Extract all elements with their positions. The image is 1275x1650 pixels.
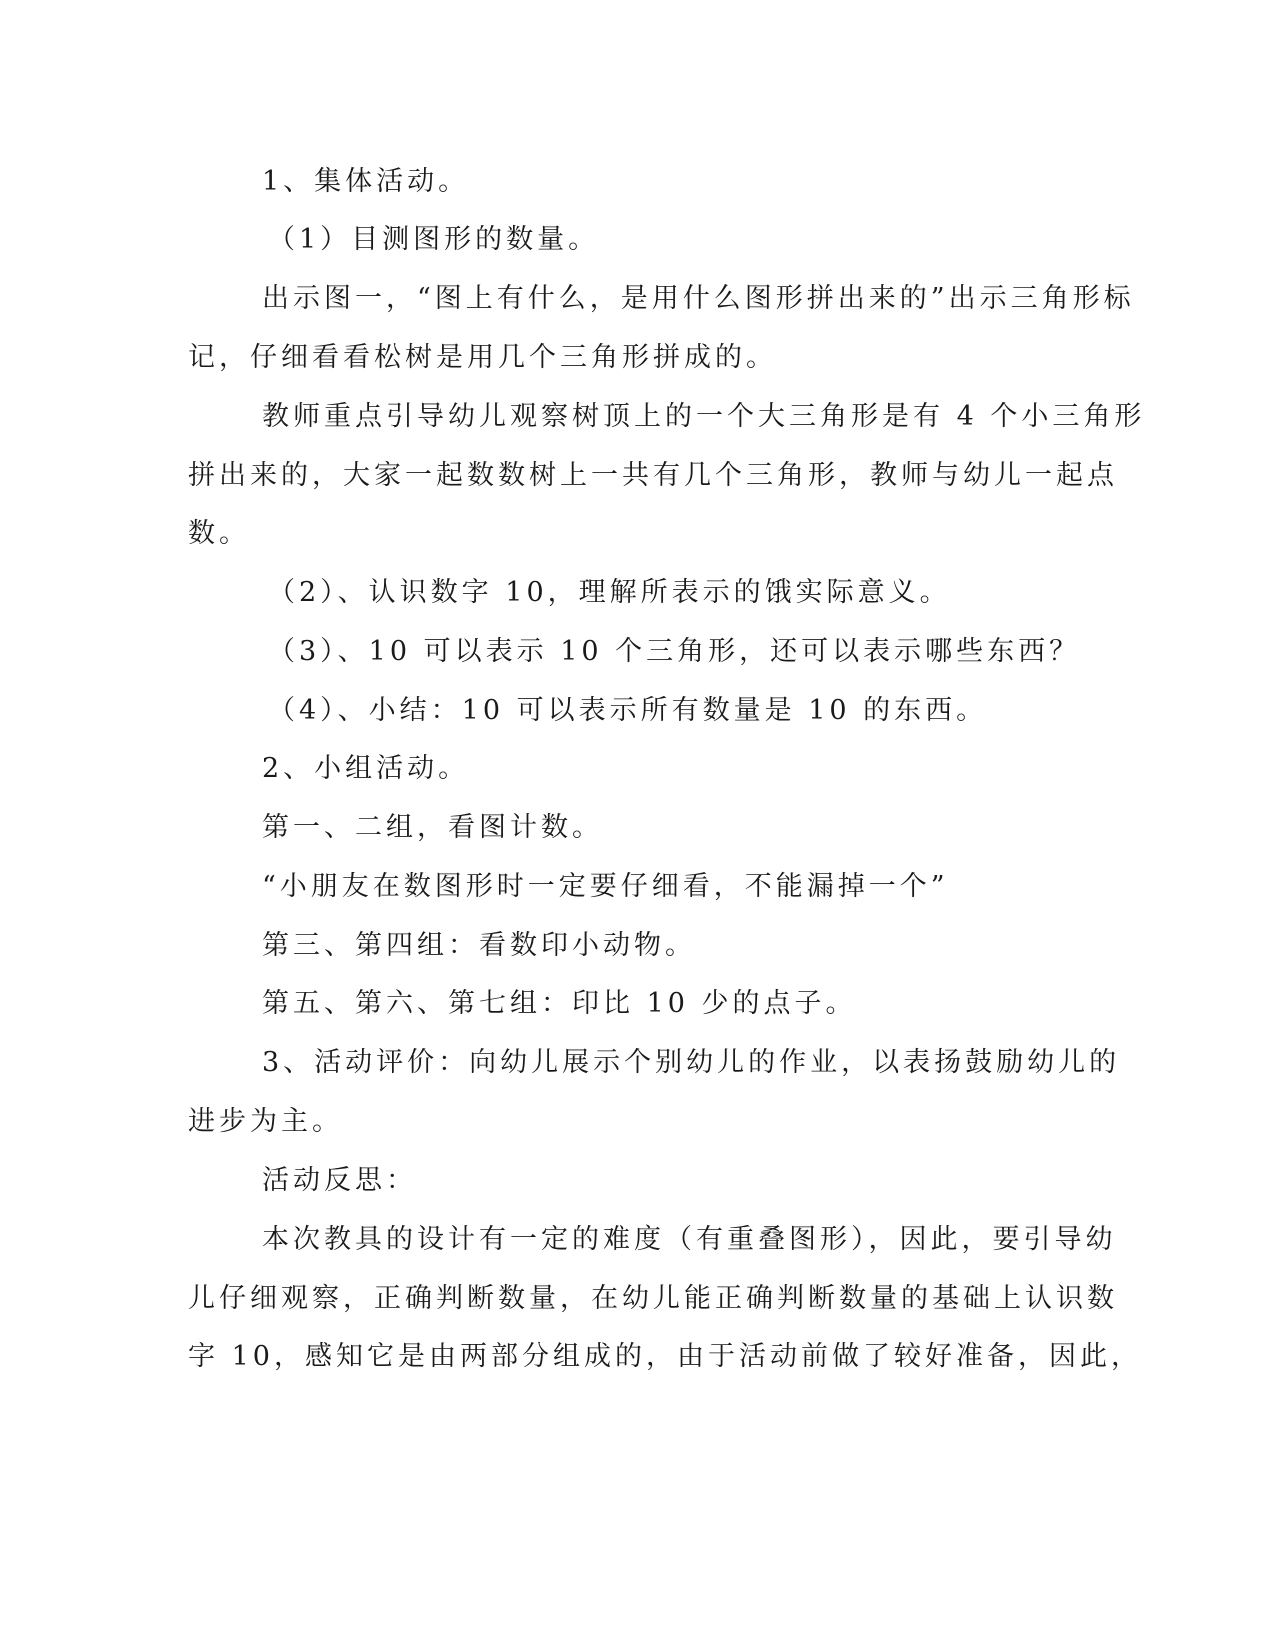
paragraph-line: 记，仔细看看松树是用几个三角形拼成的。	[188, 342, 777, 373]
paragraph-line: 第五、第六、第七组：印比 10 少的点子。	[262, 988, 857, 1019]
section-heading-reflection: 活动反思：	[262, 1165, 417, 1196]
list-item: （2）、认识数字 10，理解所表示的饿实际意义。	[268, 577, 951, 608]
section-heading-collective-activity: 1、集体活动。	[262, 166, 470, 197]
paragraph-line: 字 10，感知它是由两部分组成的，由于活动前做了较好准备，因此，	[188, 1341, 1142, 1372]
paragraph-line: 进步为主。	[188, 1106, 343, 1137]
paragraph-line: “小朋友在数图形时一定要仔细看，不能漏掉一个”	[262, 871, 949, 902]
paragraph-line: 教师重点引导幼儿观察树顶上的一个大三角形是有 4 个小三角形	[262, 401, 1146, 432]
subheading-estimate-shapes: （1）目测图形的数量。	[268, 224, 600, 255]
section-heading-group-activity: 2、小组活动。	[262, 753, 470, 784]
paragraph-line: 第三、第四组：看数印小动物。	[262, 930, 696, 961]
paragraph-line: 出示图一，“图上有什么，是用什么图形拼出来的”出示三角形标	[262, 283, 1135, 314]
paragraph-line: 第一、二组，看图计数。	[262, 812, 603, 843]
paragraph-line: 本次教具的设计有一定的难度（有重叠图形），因此，要引导幼	[262, 1224, 1117, 1255]
section-heading-evaluation: 3、活动评价：向幼儿展示个别幼儿的作业，以表扬鼓励幼儿的	[262, 1047, 1121, 1078]
paragraph-line: 数。	[188, 518, 250, 549]
paragraph-line: 儿仔细观察，正确判断数量，在幼儿能正确判断数量的基础上认识数	[188, 1283, 1118, 1314]
paragraph-line: 拼出来的，大家一起数数树上一共有几个三角形，教师与幼儿一起点	[188, 460, 1118, 491]
list-item: （4）、小结：10 可以表示所有数量是 10 的东西。	[268, 695, 988, 726]
list-item: （3）、10 可以表示 10 个三角形，还可以表示哪些东西？	[268, 636, 1081, 667]
